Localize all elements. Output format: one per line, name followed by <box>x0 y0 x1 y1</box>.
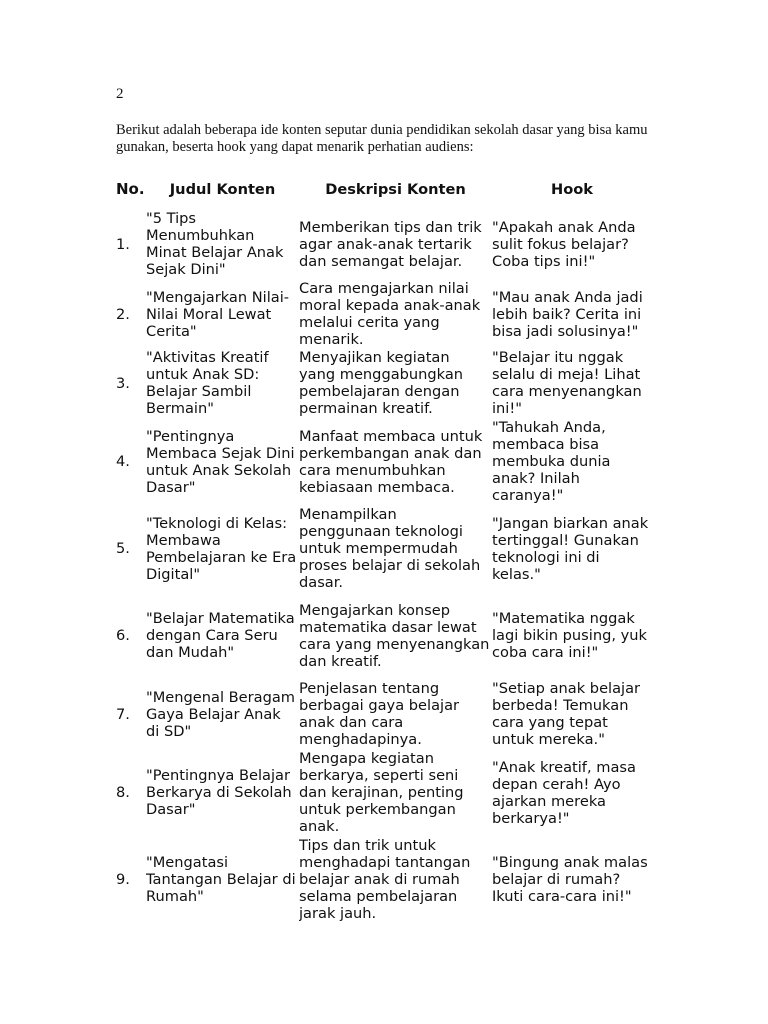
content-ideas-table <box>112 170 652 923</box>
table-row <box>112 749 652 836</box>
content-title: "Mengenal Beragam Gaya Belajar Anak di SD" <box>146 688 296 740</box>
content-hook: "Apakah anak Anda sulit fokus belajar? Coba tips ini!" <box>492 218 636 270</box>
table-header-row <box>112 170 652 208</box>
content-description: Mengajarkan konsep matematika dasar lewat cara yang menyenangkan dan kreatif. <box>299 601 490 670</box>
content-description: Tips dan trik untuk menghadapi tantangan belajar anak di rumah selama pembelajaran jarak jauh. <box>299 837 471 922</box>
content-description: Mengapa kegiatan berkarya, seperti seni dan kerajinan, penting untuk perkembangan anak. <box>299 750 464 835</box>
content-description: Cara mengajarkan nilai moral kepada anak-anak melalui cerita yang menarik. <box>299 280 481 348</box>
content-hook: "Jangan biarkan anak tertinggal! Gunakan teknologi ini di kelas." <box>492 514 649 583</box>
table-row <box>112 418 652 505</box>
content-title: "Mengatasi Tantangan Belajar di Rumah" <box>146 854 296 905</box>
row-number: 4. <box>116 453 130 470</box>
intro-paragraph: Berikut adalah beberapa ide konten seputar dunia pendidikan sekolah dasar yang bisa kamu gunakan, beserta hook yang dapat menarik perhatian audiens: <box>116 122 648 155</box>
row-number: 8. <box>116 784 130 801</box>
content-title: "Aktivitas Kreatif untuk Anak SD: Belajar Sambil Bermain" <box>146 349 269 417</box>
page-number: 2 <box>116 86 124 102</box>
header-hook: Hook <box>551 180 593 198</box>
header-title: Judul Konten <box>169 180 276 198</box>
content-title: "Teknologi di Kelas: Membawa Pembelajaran ke Era Digital" <box>146 514 297 583</box>
content-hook: "Matematika nggak lagi bikin pusing, yuk coba cara ini!" <box>492 610 647 661</box>
content-description: Memberikan tips dan trik agar anak-anak tertarik dan semangat belajar. <box>299 218 482 270</box>
table-header <box>112 170 652 208</box>
content-hook: "Belajar itu nggak selalu di meja! Lihat cara menyenangkan ini!" <box>492 349 642 417</box>
content-description: Manfaat membaca untuk perkembangan anak dan cara menumbuhkan kebiasaan membaca. <box>299 427 483 496</box>
row-number: 9. <box>116 871 130 888</box>
content-title: "Mengajarkan Nilai-Nilai Moral Lewat Cerita" <box>146 288 290 340</box>
content-hook: "Setiap anak belajar berbeda! Temukan cara yang tepat untuk mereka." <box>492 680 641 748</box>
content-description: Penjelasan tentang berbagai gaya belajar anak dan cara menghadapinya. <box>299 680 460 748</box>
table-row <box>112 836 652 923</box>
row-number: 3. <box>116 374 130 392</box>
content-description: Menampilkan penggunaan teknologi untuk mempermudah proses belajar di sekolah dasar. <box>299 506 481 591</box>
row-number: 6. <box>116 627 130 644</box>
table-row <box>112 679 652 749</box>
row-number: 5. <box>116 540 130 557</box>
header-description: Deskripsi Konten <box>325 180 466 198</box>
table-body <box>112 208 652 923</box>
content-title: "Belajar Matematika dengan Cara Seru dan Mudah" <box>146 610 295 661</box>
table-row <box>112 280 652 348</box>
content-title: "5 Tips Menumbuhkan Minat Belajar Anak Sejak Dini" <box>146 210 284 278</box>
table-row <box>112 505 652 592</box>
row-number: 2. <box>116 305 130 323</box>
row-number: 7. <box>116 705 130 723</box>
content-hook: "Mau anak Anda jadi lebih baik? Cerita ini bisa jadi solusinya!" <box>492 288 643 340</box>
table-row <box>112 592 652 679</box>
table-row <box>112 348 652 418</box>
content-title: "Pentingnya Belajar Berkarya di Sekolah Dasar" <box>146 767 292 818</box>
content-hook: "Tahukah Anda, membaca bisa membuka dunia anak? Inilah caranya!" <box>492 419 611 504</box>
header-no: No. <box>116 179 145 198</box>
row-number: 1. <box>116 235 130 253</box>
content-description: Menyajikan kegiatan yang menggabungkan pembelajaran dengan permainan kreatif. <box>299 349 464 417</box>
content-hook: "Bingung anak malas belajar di rumah? Ikuti cara-cara ini!" <box>492 854 648 905</box>
content-title: "Pentingnya Membaca Sejak Dini untuk Anak Sekolah Dasar" <box>146 427 295 496</box>
table-row <box>112 208 652 280</box>
content-hook: "Anak kreatif, masa depan cerah! Ayo ajarkan mereka berkarya!" <box>492 758 636 827</box>
